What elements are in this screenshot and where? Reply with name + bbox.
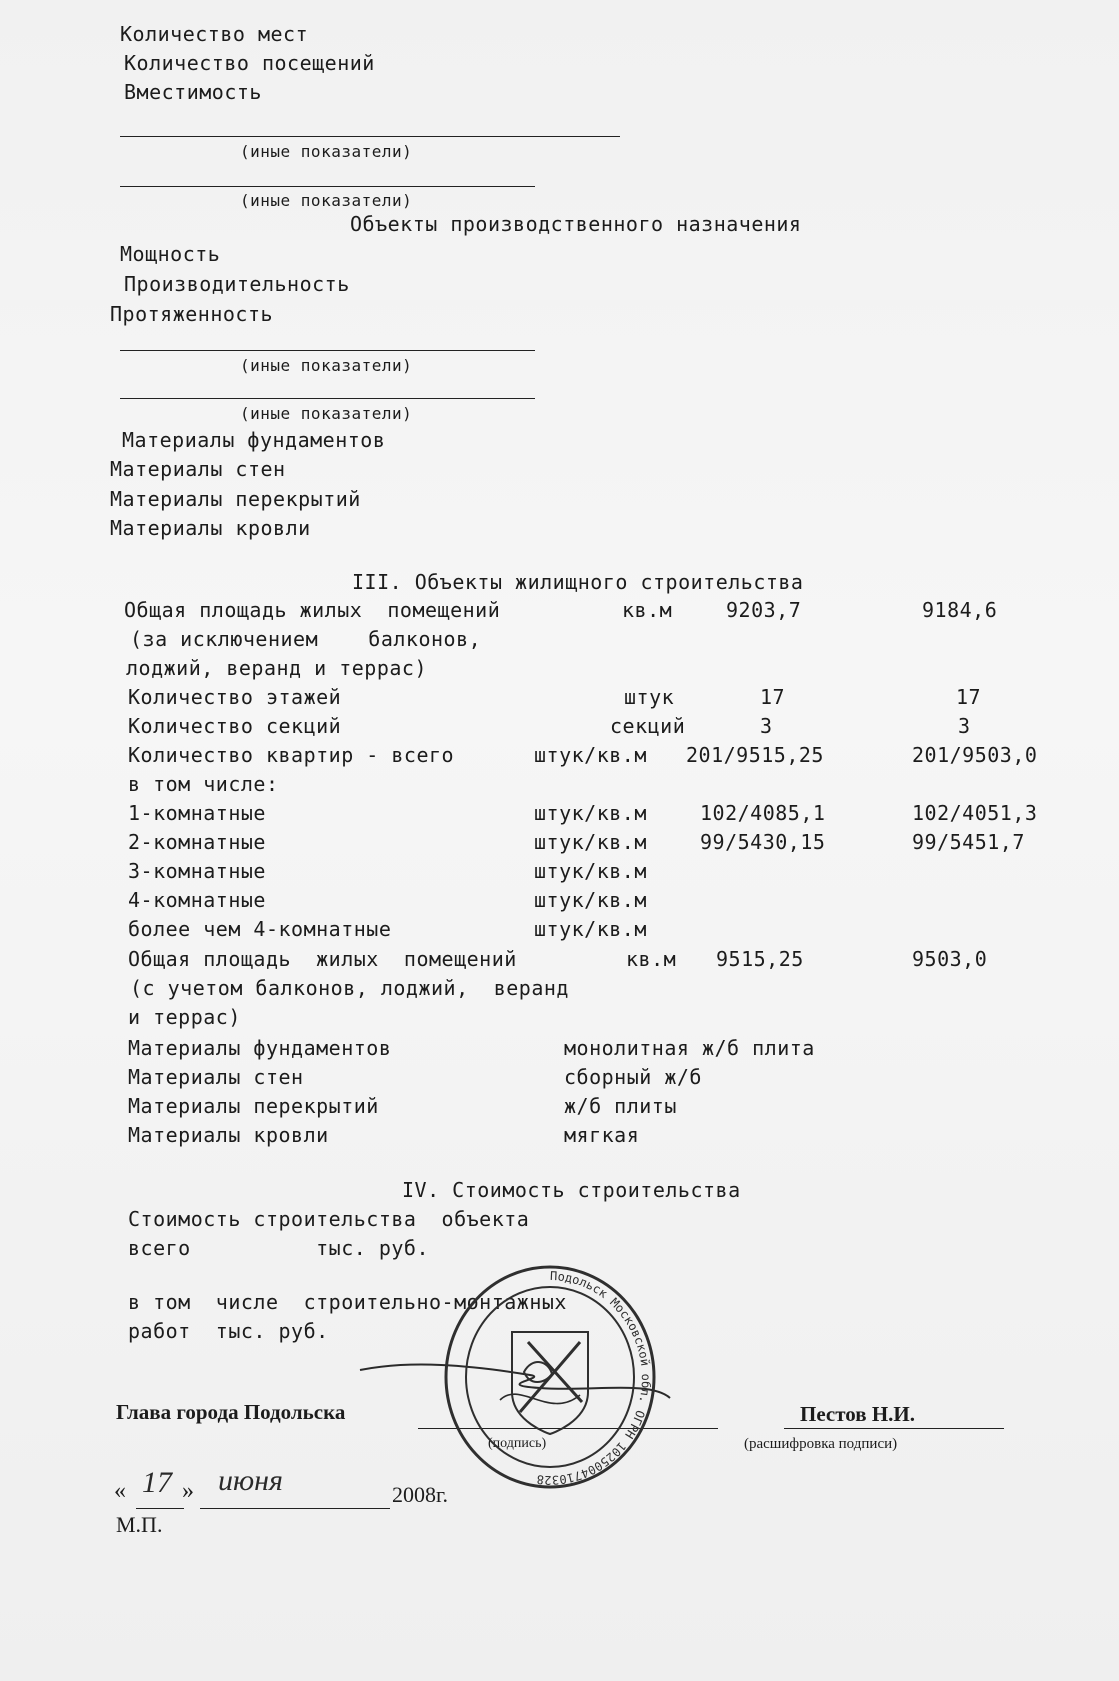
blank-line bbox=[120, 398, 535, 399]
section-housing-title: III. Объекты жилищного строительства bbox=[352, 570, 804, 594]
room-3-label: 3-комнатные bbox=[128, 859, 266, 883]
total-area-label: Общая площадь жилых помещений bbox=[128, 947, 517, 971]
total-area-unit: кв.м bbox=[626, 947, 677, 971]
cost-line4: работ тыс. руб. bbox=[128, 1319, 329, 1343]
room-2-unit: штук/кв.м bbox=[534, 830, 647, 854]
housing-material-roof-label: Материалы кровли bbox=[128, 1123, 329, 1147]
apartments-plan: 201/9515,25 bbox=[686, 743, 824, 767]
housing-material-floors-label: Материалы перекрытий bbox=[128, 1094, 379, 1118]
sections-unit: секций bbox=[610, 714, 686, 738]
row-productivity: Производительность bbox=[124, 272, 350, 296]
date-day: 17 bbox=[142, 1466, 172, 1499]
apartments-fact: 201/9503,0 bbox=[912, 743, 1038, 767]
date-day-line bbox=[136, 1508, 184, 1509]
housing-area-plan: 9203,7 bbox=[726, 598, 802, 622]
room-2-label: 2-комнатные bbox=[128, 830, 266, 854]
row-visits: Количество посещений bbox=[124, 51, 375, 75]
row-power: Мощность bbox=[120, 242, 221, 266]
total-area-plan: 9515,25 bbox=[716, 947, 804, 971]
date-year: 2008г. bbox=[392, 1482, 449, 1507]
total-area-fact: 9503,0 bbox=[912, 947, 988, 971]
floors-unit: штук bbox=[624, 685, 675, 709]
room-5-unit: штук/кв.м bbox=[534, 917, 647, 941]
name-caption: (расшифровка подписи) bbox=[744, 1436, 898, 1452]
floors-plan: 17 bbox=[760, 685, 786, 709]
room-1-label: 1-комнатные bbox=[128, 801, 266, 825]
sections-label: Количество секций bbox=[128, 714, 342, 738]
room-2-plan: 99/5430,15 bbox=[700, 830, 826, 854]
blank-line bbox=[120, 136, 620, 137]
other-indicators-caption: (иные показатели) bbox=[240, 142, 413, 161]
row-material-walls: Материалы стен bbox=[110, 457, 286, 481]
housing-area-note2: лоджий, веранд и террас) bbox=[126, 656, 427, 680]
section-production-title: Объекты производственного назначения bbox=[350, 212, 802, 236]
blank-line bbox=[120, 350, 535, 351]
room-2-fact: 99/5451,7 bbox=[912, 830, 1025, 854]
room-4-label: 4-комнатные bbox=[128, 888, 266, 912]
apartments-label: Количество квартир - всего bbox=[128, 743, 455, 767]
date-open-quote: « bbox=[114, 1478, 126, 1504]
total-area-note1: (с учетом балконов, лоджий, веранд bbox=[130, 976, 569, 1000]
room-3-unit: штук/кв.м bbox=[534, 859, 647, 883]
sections-plan: 3 bbox=[760, 714, 773, 738]
room-4-unit: штук/кв.м bbox=[534, 888, 647, 912]
room-1-plan: 102/4085,1 bbox=[700, 801, 826, 825]
other-indicators-caption: (иные показатели) bbox=[240, 191, 413, 210]
housing-area-fact: 9184,6 bbox=[922, 598, 998, 622]
apartments-unit: штук/кв.м bbox=[534, 743, 647, 767]
total-area-note2: и террас) bbox=[128, 1005, 241, 1029]
row-material-roof: Материалы кровли bbox=[110, 516, 311, 540]
signer-position: Глава города Подольска bbox=[116, 1400, 346, 1424]
signer-name: Пестов Н.И. bbox=[800, 1402, 916, 1426]
row-material-floors: Материалы перекрытий bbox=[110, 487, 361, 511]
housing-material-roof-value: мягкая bbox=[564, 1123, 640, 1147]
stamp-text: Подольск Московской обл. ОГРН 1025004710328 bbox=[535, 1268, 653, 1488]
row-seats: Количество мест bbox=[120, 22, 309, 46]
housing-area-label: Общая площадь жилых помещений bbox=[124, 598, 501, 622]
housing-material-foundation-value: монолитная ж/б плита bbox=[564, 1036, 815, 1060]
floors-fact: 17 bbox=[956, 685, 982, 709]
housing-material-floors-value: ж/б плиты bbox=[564, 1094, 677, 1118]
housing-material-walls-label: Материалы стен bbox=[128, 1065, 304, 1089]
cost-line1: Стоимость строительства объекта bbox=[128, 1207, 530, 1231]
room-1-unit: штук/кв.м bbox=[534, 801, 647, 825]
floors-label: Количество этажей bbox=[128, 685, 342, 709]
cost-line3: в том числе строительно-монтажных bbox=[128, 1290, 567, 1314]
date-month: июня bbox=[218, 1464, 283, 1497]
official-stamp bbox=[440, 1262, 660, 1492]
section-cost-title: IV. Стоимость строительства bbox=[402, 1178, 741, 1202]
date-close-quote: » bbox=[182, 1478, 194, 1504]
room-5-label: более чем 4-комнатные bbox=[128, 917, 392, 941]
blank-line bbox=[120, 186, 535, 187]
name-line bbox=[784, 1428, 1004, 1429]
room-1-fact: 102/4051,3 bbox=[912, 801, 1038, 825]
housing-material-walls-value: сборный ж/б bbox=[564, 1065, 702, 1089]
row-capacity: Вместимость bbox=[124, 80, 262, 104]
including-label: в том числе: bbox=[128, 772, 279, 796]
row-material-foundation: Материалы фундаментов bbox=[122, 428, 386, 452]
signature-caption: (подпись) bbox=[488, 1436, 547, 1451]
sections-fact: 3 bbox=[958, 714, 971, 738]
housing-area-note1: (за исключением балконов, bbox=[130, 627, 482, 651]
housing-area-unit: кв.м bbox=[622, 598, 673, 622]
other-indicators-caption: (иные показатели) bbox=[240, 404, 413, 423]
date-month-line bbox=[200, 1508, 390, 1509]
cost-line2: всего тыс. руб. bbox=[128, 1236, 429, 1260]
row-length: Протяженность bbox=[110, 302, 274, 326]
other-indicators-caption: (иные показатели) bbox=[240, 356, 413, 375]
housing-material-foundation-label: Материалы фундаментов bbox=[128, 1036, 392, 1060]
mp-label: М.П. bbox=[116, 1512, 163, 1537]
